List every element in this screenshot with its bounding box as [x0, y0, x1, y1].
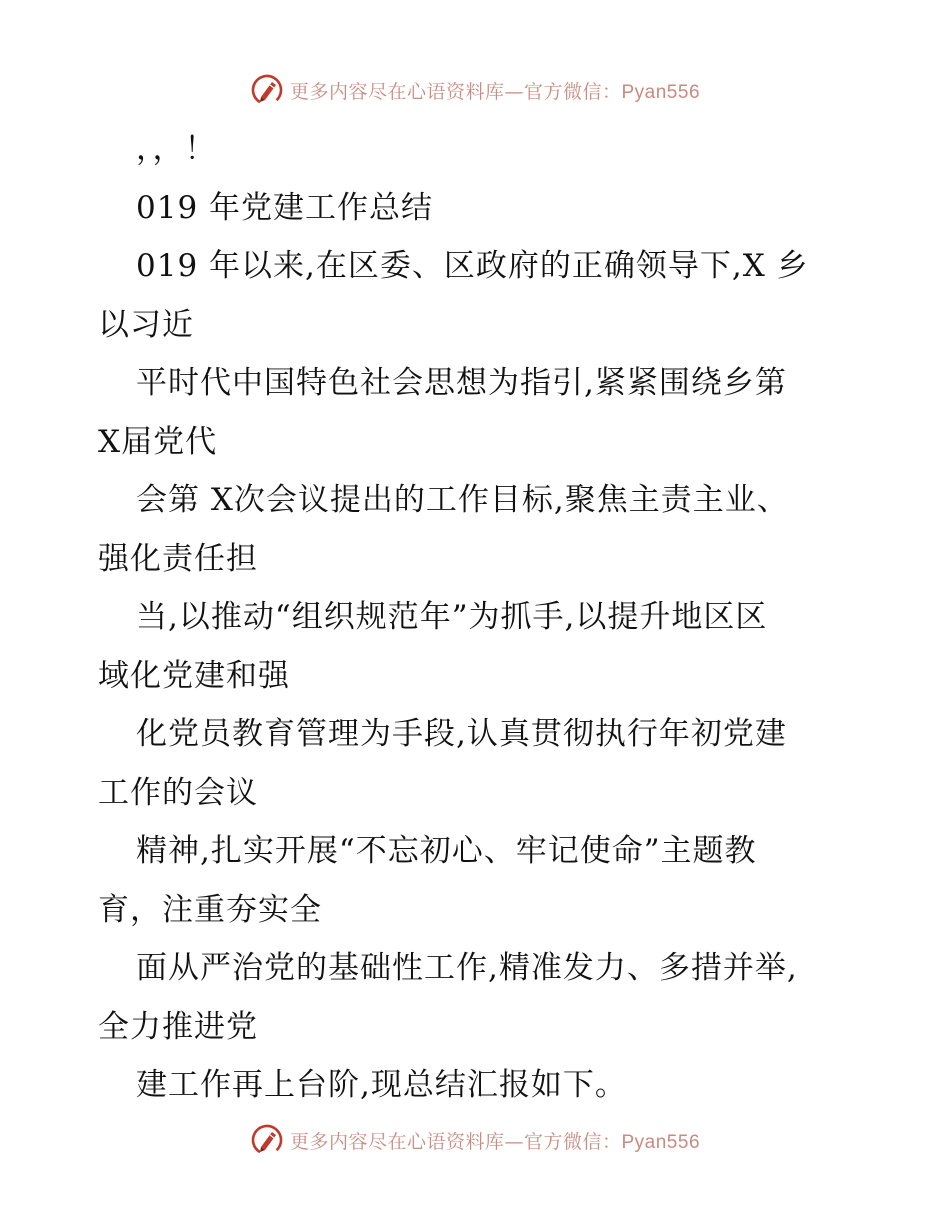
watermark-text: 更多内容尽在心语资料库—官方微信：Pyan556 — [289, 80, 701, 103]
pen-logo-icon — [250, 73, 284, 107]
document-body — [98, 120, 858, 1115]
watermark-header — [0, 70, 950, 110]
pen-logo-icon — [250, 1123, 284, 1157]
text-line: 面从严治党的基础性工作,精准发力、多措并举, — [136, 950, 798, 986]
watermark-footer — [0, 1120, 950, 1160]
text-line: 育，注重夯实全 — [98, 891, 322, 928]
text-line: 域化党建和强 — [98, 657, 290, 694]
text-line: 全力推进党 — [98, 1008, 258, 1045]
text-line: 当,以推动“组织规范年”为抓手,以提升地区区 — [136, 599, 768, 635]
text-line: 强化责任担 — [98, 540, 258, 577]
text-line: 019 年以来,在区委、区政府的正确领导下,X 乡 — [136, 248, 809, 284]
text-line: ，，！ — [136, 131, 217, 167]
watermark-text: 更多内容尽在心语资料库—官方微信：Pyan556 — [289, 1130, 701, 1153]
text-line: 平时代中国特色社会思想为指引,紧紧围绕乡第 — [136, 365, 787, 401]
text-line: 工作的会议 — [98, 774, 258, 811]
text-line: X届党代 — [98, 423, 218, 460]
text-line: 化党员教育管理为手段,认真贯彻执行年初党建 — [136, 716, 787, 752]
text-line: 以习近 — [98, 306, 194, 343]
text-line: 精神,扎实开展“不忘初心、牢记使命”主题教 — [136, 833, 757, 869]
text-line: 建工作再上台阶,现总结汇报如下。 — [136, 1067, 627, 1103]
text-line: 会第 X次会议提出的工作目标,聚焦主责主业、 — [136, 482, 789, 518]
document-title: 019 年党建工作总结 — [136, 189, 434, 226]
